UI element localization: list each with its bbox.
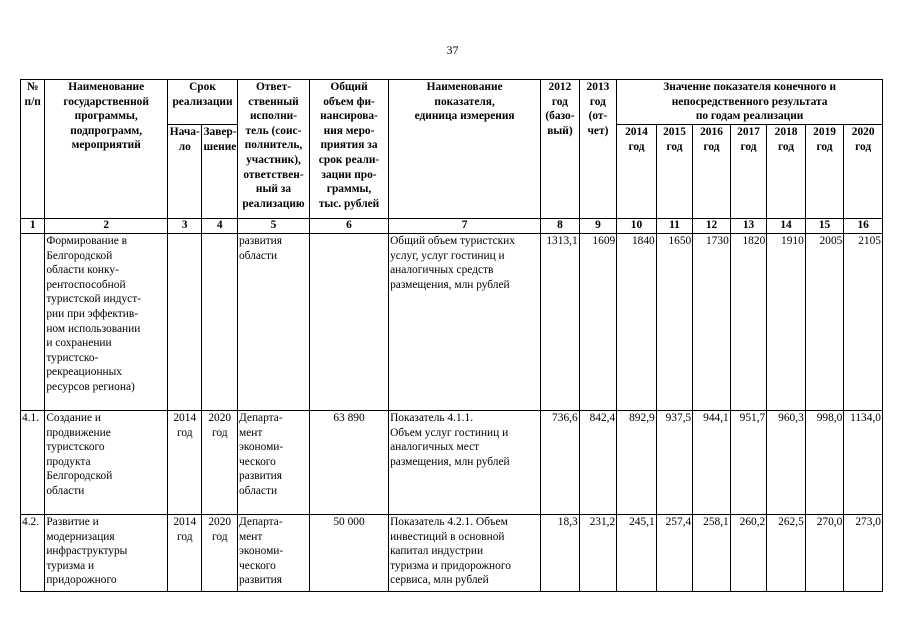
- row-2013: 842,4: [579, 411, 617, 515]
- row-indicator: Общий объем туристских услуг, услуг гостиниц и аналогичных средств размещения, млн рублей: [389, 234, 541, 411]
- header-num: № п/п: [21, 80, 45, 219]
- row-year-value: 270,0: [805, 515, 844, 592]
- column-number: 3: [168, 219, 202, 234]
- row-year-value: 2005: [805, 234, 844, 411]
- row-start: [168, 234, 202, 411]
- header-program-name: Наименование государственной программы, подпрограмм, мероприятий: [45, 80, 168, 219]
- row-year-value: 892,9: [617, 411, 657, 515]
- column-number: 16: [844, 219, 883, 234]
- row-name: Развитие и модернизация инфраструктуры туризма и придорожного: [45, 515, 168, 592]
- header-year: 2016 год: [693, 125, 731, 219]
- header-year: 2019 год: [805, 125, 844, 219]
- row-funding: [309, 234, 388, 411]
- column-number: 1: [21, 219, 45, 234]
- row-year-value: 245,1: [617, 515, 657, 592]
- row-2012: 18,3: [541, 515, 580, 592]
- row-year-value: 273,0: [844, 515, 883, 592]
- row-funding: 63 890: [309, 411, 388, 515]
- row-year-value: 944,1: [693, 411, 731, 515]
- page-number: 37: [446, 43, 459, 57]
- row-responsible: развития области: [237, 234, 309, 411]
- row-year-value: 257,4: [656, 515, 693, 592]
- header-values-group: Значение показателя конечного и непосредственного результата по годам реализации: [617, 80, 883, 125]
- header-responsible: Ответ- ственный исполни- тель (соис- полнитель, участник), ответствен- ный за реализацию: [237, 80, 309, 219]
- header-year: 2018 год: [767, 125, 806, 219]
- row-responsible: Департа- мент экономи- ческого развития: [237, 515, 309, 592]
- row-year-value: 258,1: [693, 515, 731, 592]
- row-year-value: 1650: [656, 234, 693, 411]
- row-responsible: Департа- мент экономи- ческого развития области: [237, 411, 309, 515]
- row-name: Формирование в Белгородской области конку- рентоспособной туристской индуст- рии при эффектив- ном использовании и сохранении туристско- рекреационных ресурсов региона): [45, 234, 168, 411]
- row-num: 4.2.: [21, 515, 45, 592]
- row-year-value: 960,3: [767, 411, 806, 515]
- header-2013: 2013 год (от- чет): [579, 80, 617, 219]
- row-year-value: 2105: [844, 234, 883, 411]
- row-2013: 231,2: [579, 515, 617, 592]
- row-year-value: 1730: [693, 234, 731, 411]
- column-numbers-row: [21, 219, 883, 234]
- row-start: 2014 год: [168, 411, 202, 515]
- column-number: 5: [237, 219, 309, 234]
- row-2013: 1609: [579, 234, 617, 411]
- header-year: 2020 год: [844, 125, 883, 219]
- table-row: [21, 234, 883, 411]
- row-year-value: 1134,0: [844, 411, 883, 515]
- header-funding: Общий объем фи- нансирова- ния меро- приятия за срок реали- зации про- граммы, тыс. рублей: [309, 80, 388, 219]
- column-number: 15: [805, 219, 844, 234]
- row-end: 2020 год: [202, 411, 238, 515]
- table-row: [21, 515, 883, 592]
- row-2012: 1313,1: [541, 234, 580, 411]
- header-end: Завер- шение: [202, 125, 238, 219]
- indicators-table: [20, 79, 883, 592]
- row-indicator: Показатель 4.2.1. Объем инвестиций в основной капитал индустрии туризма и придорожного сервиса, млн рублей: [389, 515, 541, 592]
- header-row-1: [21, 80, 883, 125]
- row-start: 2014 год: [168, 515, 202, 592]
- row-year-value: 1910: [767, 234, 806, 411]
- row-num: [21, 234, 45, 411]
- column-number: 13: [730, 219, 767, 234]
- row-year-value: 262,5: [767, 515, 806, 592]
- column-number: 2: [45, 219, 168, 234]
- header-year: 2017 год: [730, 125, 767, 219]
- column-number: 10: [617, 219, 657, 234]
- row-end: [202, 234, 238, 411]
- column-number: 12: [693, 219, 731, 234]
- column-number: 4: [202, 219, 238, 234]
- header-indicator: Наименование показателя, единица измерения: [389, 80, 541, 219]
- row-year-value: 998,0: [805, 411, 844, 515]
- column-number: 8: [541, 219, 580, 234]
- header-start: Нача- ло: [168, 125, 202, 219]
- column-number: 7: [389, 219, 541, 234]
- row-year-value: 260,2: [730, 515, 767, 592]
- row-2012: 736,6: [541, 411, 580, 515]
- header-year: 2015 год: [656, 125, 693, 219]
- row-name: Создание и продвижение туристского продукта Белгородской области: [45, 411, 168, 515]
- row-num: 4.1.: [21, 411, 45, 515]
- table-row: [21, 411, 883, 515]
- row-end: 2020 год: [202, 515, 238, 592]
- row-year-value: 1840: [617, 234, 657, 411]
- column-number: 14: [767, 219, 806, 234]
- row-year-value: 937,5: [656, 411, 693, 515]
- header-term: Срок реализации: [168, 80, 238, 125]
- header-2012: 2012 год (базо- вый): [541, 80, 580, 219]
- row-year-value: 1820: [730, 234, 767, 411]
- column-number: 6: [309, 219, 388, 234]
- column-number: 11: [656, 219, 693, 234]
- row-indicator: Показатель 4.1.1. Объем услуг гостиниц и аналогичных мест размещения, млн рублей: [389, 411, 541, 515]
- header-year: 2014 год: [617, 125, 657, 219]
- row-year-value: 951,7: [730, 411, 767, 515]
- column-number: 9: [579, 219, 617, 234]
- row-funding: 50 000: [309, 515, 388, 592]
